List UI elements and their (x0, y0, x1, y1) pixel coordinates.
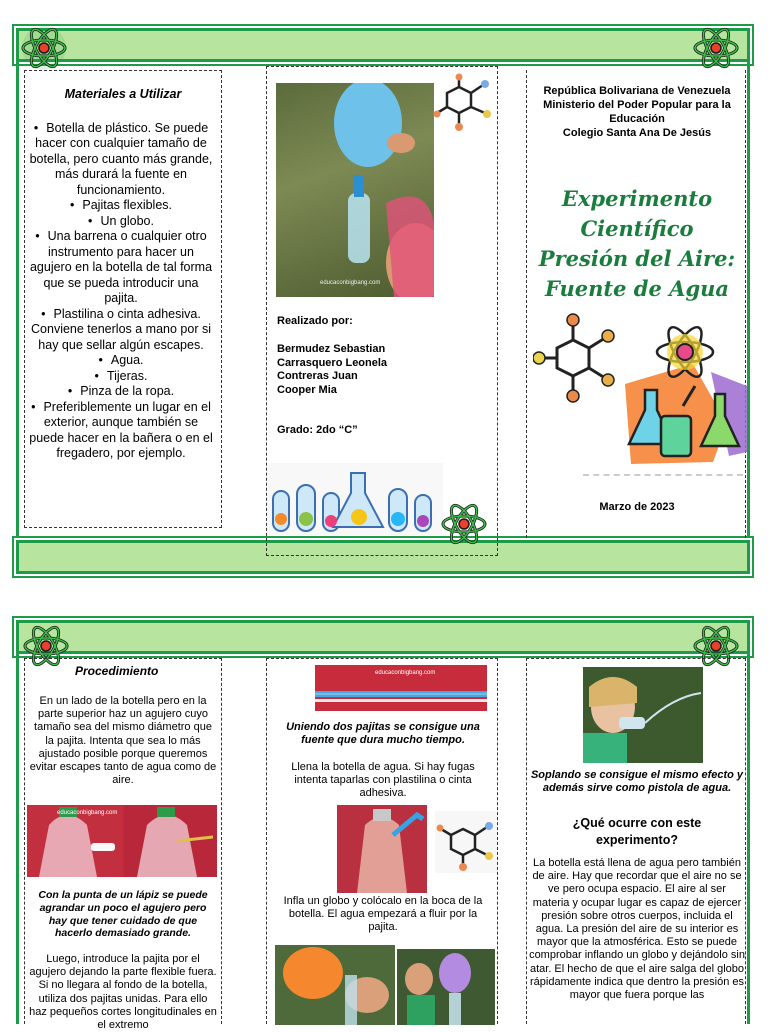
step-4: Infla un globo y colócalo en la boca de la botella. El agua empezará a fluir por la pajita. (283, 895, 483, 934)
procedure-step-2: Luego, introduce la pajita por el agujero dejando la parte flexible fuera. Si no llegara al fondo de la botella, utiliza dos pajitas unidas. Para ello haz pequeños cortes longitudinales en el extremo (29, 953, 217, 1032)
top-banner (16, 28, 750, 62)
molecule-icon (433, 73, 497, 135)
explanation-heading: ¿Qué ocurre con este experimento? (572, 816, 702, 847)
cover-panel (526, 70, 746, 538)
title-line: Presión del Aire: (538, 246, 736, 271)
list-item: • Tijeras. (27, 369, 215, 385)
straws-photo (315, 665, 487, 711)
list-item: • Pinza de la ropa. (27, 384, 215, 400)
balloon-photo-1 (275, 945, 395, 1025)
watermark-caption: educaconbigbang.com (375, 670, 436, 676)
explanation-panel (526, 658, 746, 1024)
step-3: Llena la botella de agua. Si hay fugas intenta taparlas con plastilina o cinta adhesiva. (291, 761, 475, 800)
blowing-photo (583, 667, 703, 763)
list-item: • Pajitas flexibles. (27, 198, 215, 214)
grade-label: Grado: 2do “C” (277, 424, 358, 436)
experiment-photo (276, 83, 434, 297)
institution-block (531, 84, 743, 140)
materials-panel (24, 70, 222, 528)
author-name: Cooper Mia (277, 383, 337, 396)
list-item: • Un globo. (27, 214, 215, 230)
molecule-icon (435, 811, 497, 873)
procedure-panel (24, 658, 222, 1032)
straws-note: Uniendo dos pajitas se consigue una fuente que dura mucho tiempo. (286, 721, 480, 747)
purple-balloon-illustration (397, 949, 495, 1025)
institution-line: Colegio Santa Ana De Jesús (562, 127, 712, 139)
list-item: • Botella de plástico. Se puede hacer con cualquier tamaño de botella, pero cuanto más grande, más durará la fuente en funcionamiento. (27, 121, 215, 199)
list-item: • Agua. (27, 353, 215, 369)
title-line: Fuente de Agua (544, 276, 730, 301)
bottle-straw-photo (337, 805, 427, 893)
bottle-illustration (27, 805, 217, 877)
blowing-note: Soplando se consigue el mismo efecto y además sirve como pistola de agua. (530, 769, 744, 795)
atom-icon (692, 24, 740, 72)
atom-icon (20, 24, 68, 72)
author-name: Carrasquero Leonela (277, 356, 388, 369)
explanation-text: La botella está llena de agua pero también de aire. Hay que recordar que el aire no se ve pero ocupa espacio. El aire al ser materia y ocupar lugar es capaz de ejercer presión sobre otros cuerpos, incluida el agua. La presión del aire de su interior es mayor que la atmosférica. Esto se puede comprobar inflando un globo y dejándolo sin atar. El hecho de que el aire salga del globo rápidamente indica que dentro la presión es mayor que fuera porque las (529, 857, 745, 1002)
orange-balloon-illustration (275, 945, 395, 1025)
date-label: Marzo de 2023 (599, 501, 675, 513)
divider (583, 474, 743, 476)
lab-glassware-illustration (267, 463, 443, 535)
institution-line: Ministerio del Poder Popular para la Educación (543, 99, 731, 125)
title-line: Científico (580, 216, 694, 241)
procedure-heading: Procedimiento (75, 664, 159, 678)
steps-panel (266, 658, 498, 1024)
brochure-title (527, 184, 747, 304)
author-name: Bermudez Sebastian (277, 343, 386, 355)
bottle-straw-illustration (337, 805, 427, 893)
procedure-intro: En un lado de la botella pero en la parte superior haz un agujero cuyo tamaño sea del mismo diámetro que la pajita. Intenta que sea lo más ajustado posible porque queremos evitar escapes tanto de agua como de aire. (29, 695, 217, 787)
authors-label: Realizado por: (277, 315, 353, 327)
institution-line: República Bolivariana de Venezuela (543, 85, 731, 97)
procedure-note: Con la punta de un lápiz se puede agrandar un poco el agujero pero hay que tener cuidado de que hacerlo demasiado grande. (38, 889, 208, 940)
materials-heading: Materiales a Utilizar (64, 87, 182, 101)
blowing-illustration (583, 667, 703, 763)
top-banner (16, 620, 750, 654)
watermark-caption: educaconbigbang.com (320, 279, 381, 286)
authors-panel (266, 66, 498, 556)
title-line: Experimento (561, 186, 713, 211)
balloon-photo-2 (397, 949, 495, 1025)
bottle-hole-photo (27, 805, 217, 877)
watermark-caption: educaconbigbang.com (57, 810, 118, 816)
list-item: • Preferiblemente un lugar en el exterior, aunque también se puede hacer en la bañera o en el fregadero, por ejemplo. (27, 400, 215, 462)
list-item: • Plastilina o cinta adhesiva. Conviene tenerlos a mano por si hay que sellar algún escapes. (27, 307, 215, 354)
list-item: • Una barrena o cualquier otro instrumento para hacer un agujero en la botella de tal forma que se pueda introducir una pajita. (27, 229, 215, 307)
authors-list (277, 343, 387, 397)
science-lab-illustration (533, 306, 747, 476)
materials-list (27, 121, 219, 462)
balloon-bottle-illustration (276, 83, 434, 297)
author-name: Contreras Juan (277, 370, 358, 382)
atom-icon (440, 500, 488, 548)
